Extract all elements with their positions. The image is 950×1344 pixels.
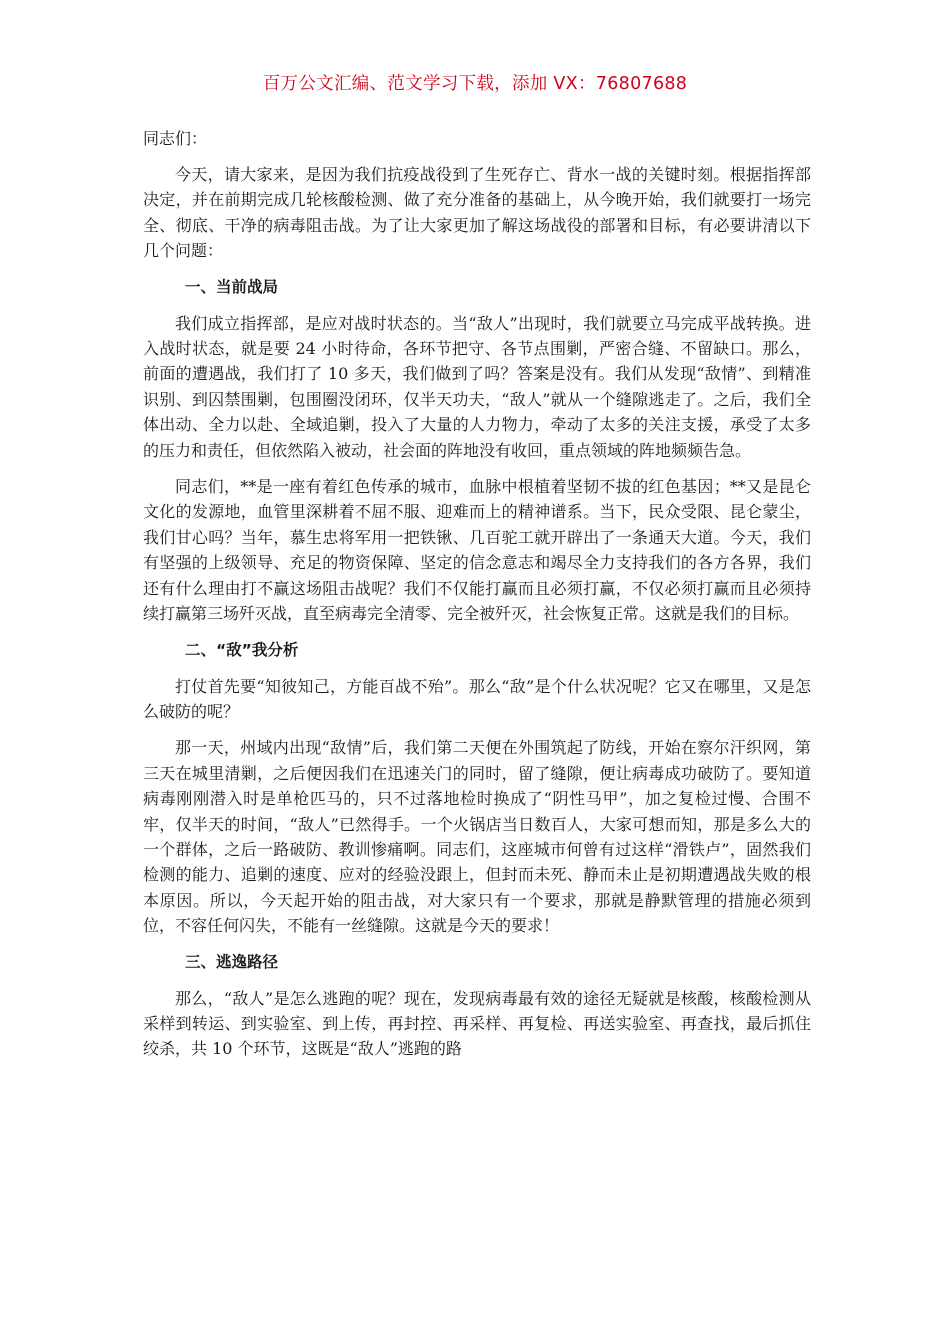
section-heading: 二、“敌”我分析 (185, 640, 299, 659)
section-heading: 三、逃逸路径 (185, 952, 279, 971)
paragraph: 那一天，州域内出现“敌情”后，我们第二天便在外围筑起了防线，开始在察尔汗织网，第三天在城里清剿，之后便因我们在迅速关门的同时，留了缝隙，便让病毒成功破防了。要知道病毒刚刚潜入时是单枪匹马的，只不过落地检时换成了“阴性马甲”，加之复检过慢、合围不牢，仅半天的时间，“敌人”已然得手。一个火锅店当日数百人，大家可想而知，那是多么大的一个群体，之后一路破防、教训惨痛啊。同志们，这座城市何曾有过这样“滑铁卢”，固然我们检测的能力、追剿的速度、应对的经验没跟上，但封而未死、静而未止是初期遭遇战失败的根本原因。所以，今天起开始的阻击战，对大家只有一个要求，那就是静默管理的措施必须到位，不容任何闪失，不能有一丝缝隙。这就是今天的要求！ (143, 738, 811, 936)
salutation: 同志们： (143, 129, 208, 148)
paragraph: 我们成立指挥部，是应对战时状态的。当“敌人”出现时，我们就要立马完成平战转换。进入战时状态，就是要 24 小时待命，各环节把守、各节点围剿，严密合缝、不留缺口。那么，前面的遭遇战，我们打了 10 多天，我们做到了吗？答案是没有。我们从发现“敌情”、到精准识别、到囚禁围剿，包围圈没闭环，仅半天功夫，“敌人”就从一个缝隙逃走了。之后，我们全体出动、全力以赴、全域追剿，投入了大量的人力物力，牵动了太多的关注支援，承受了太多的压力和责任，但依然陷入被动，社会面的阵地没有收回，重点领域的阵地频频告急。 (143, 313, 811, 460)
document-body (143, 126, 811, 1073)
section-current-situation (143, 275, 811, 627)
paragraph: 打仗首先要“知彼知己，方能百战不殆”。那么“敌”是个什么状况呢？它又在哪里，又是怎么破防的呢？ (143, 676, 811, 721)
section-enemy-analysis (143, 638, 811, 939)
section-escape-route (143, 950, 811, 1062)
intro-paragraph: 今天，请大家来，是因为我们抗疫战役到了生死存亡、背水一战的关键时刻。根据指挥部决定，并在前期完成几轮核酸检测、做了充分准备的基础上，从今晚开始，我们就要打一场完全、彻底、干净的病毒阻击战。为了让大家更加了解这场战役的部署和目标，有必要讲清以下几个问题： (143, 165, 811, 261)
watermark-header: 百万公文汇编、范文学习下载，添加 VX：76807688 (262, 74, 688, 94)
paragraph: 同志们，**是一座有着红色传承的城市，血脉中根植着坚韧不拔的红色基因；**又是昆仑文化的发源地，血管里深耕着不屈不服、迎难而上的精神谱系。当下，民众受限、昆仑蒙尘，我们甘心吗？当年，慕生忠将军用一把铁锹、几百驼工就开辟出了一条通天大道。今天，我们有坚强的上级领导、充足的物资保障、坚定的信念意志和竭尽全力支持我们的各方各界，我们还有什么理由打不赢这场阻击战呢？我们不仅能打赢而且必须打赢，不仅必须打赢而且必须持续打赢第三场歼灭战，直至病毒完全清零、完全被歼灭，社会恢复正常。这就是我们的目标。 (143, 477, 811, 624)
paragraph: 那么，“敌人”是怎么逃跑的呢？现在，发现病毒最有效的途径无疑就是核酸，核酸检测从采样到转运、到实验室、到上传，再封控、再采样、再复检、再送实验室、再查找，最后抓住绞杀，共 10 个环节，这既是“敌人”逃跑的路 (143, 988, 811, 1059)
section-heading: 一、当前战局 (185, 277, 279, 296)
